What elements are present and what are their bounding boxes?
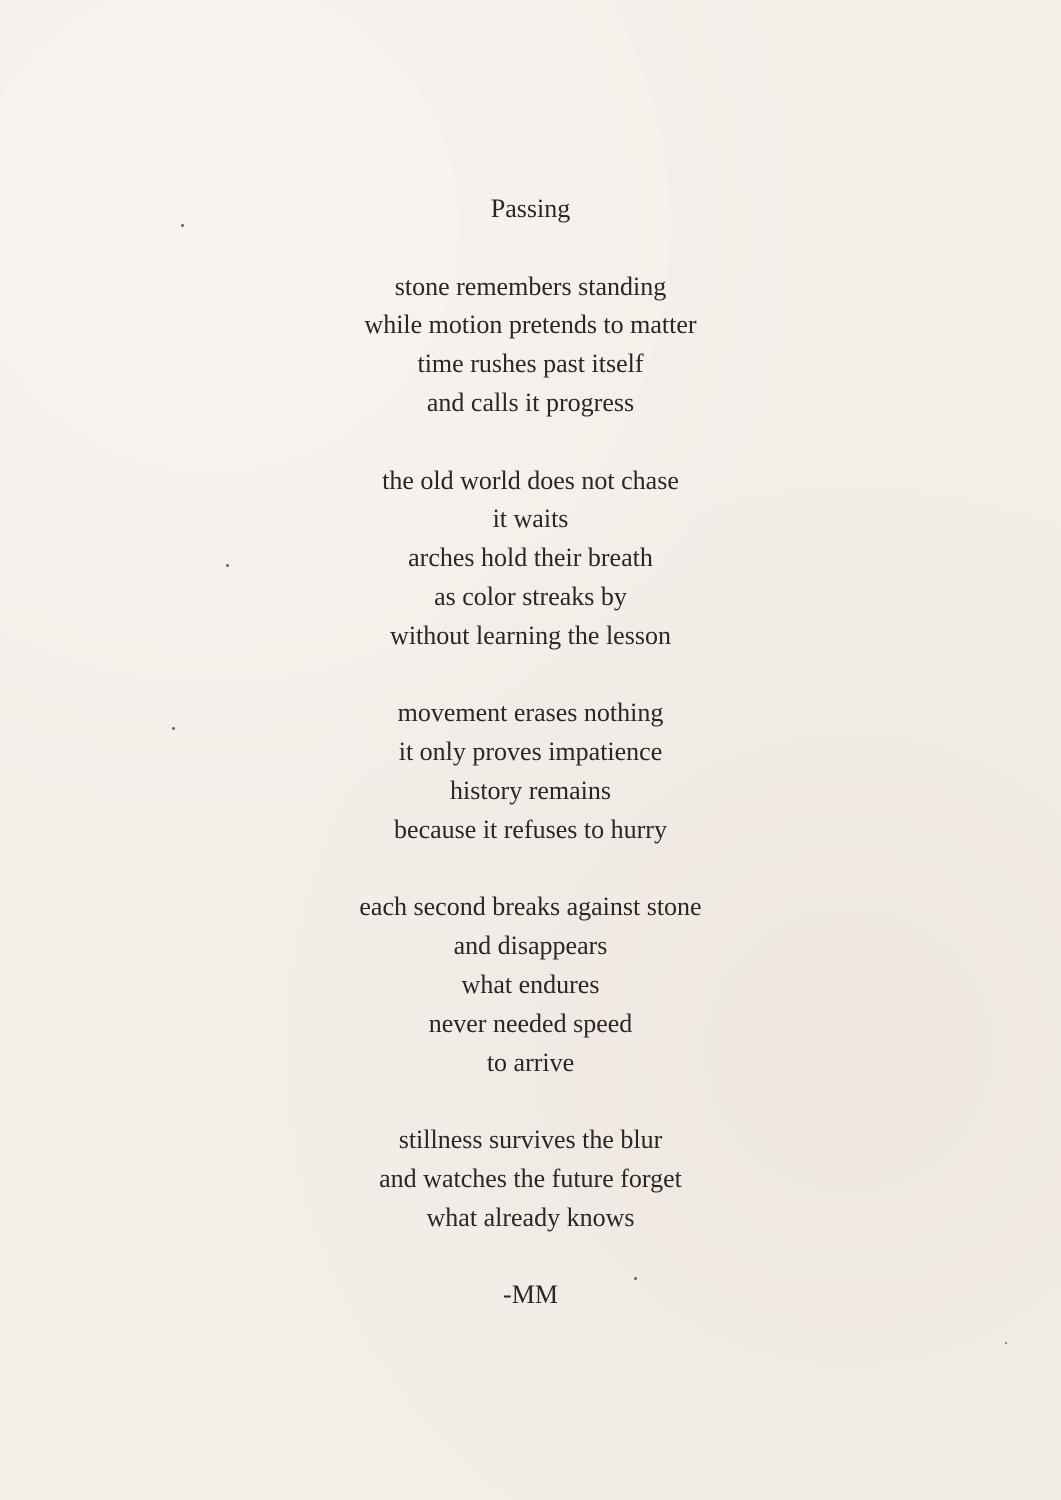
stanza-3 [0, 694, 1061, 849]
stanza-2 [0, 462, 1061, 656]
poem-line: never needed speed [428, 1008, 633, 1038]
stanza-5 [0, 1121, 1061, 1237]
poem-line: and disappears [453, 931, 608, 961]
stanza-1 [0, 268, 1061, 423]
poem-line: arches hold their breath [408, 543, 653, 573]
poem-line: while motion pretends to matter [364, 310, 697, 340]
poem-line: stillness survives the blur [398, 1125, 663, 1155]
poem-line: because it refuses to hurry [394, 814, 667, 844]
poem-line: each second breaks against stone [359, 892, 702, 922]
stanza-gap [0, 1238, 1061, 1277]
poem [0, 190, 1061, 1315]
poem-line: to arrive [486, 1047, 575, 1077]
poem-line: it only proves impatience [398, 737, 663, 767]
stanza-4 [0, 888, 1061, 1082]
stanza-gap [0, 423, 1061, 462]
poem-line: time rushes past itself [417, 349, 644, 379]
poem-line: the old world does not chase [382, 465, 679, 495]
poem-line: and watches the future forget [379, 1163, 682, 1193]
poem-title: Passing [490, 194, 571, 223]
poem-line: stone remembers standing [394, 271, 667, 301]
poem-line: history remains [449, 775, 612, 805]
paper-fleck [1005, 1342, 1007, 1344]
poem-line: what already knows [426, 1202, 635, 1232]
poem-line: it waits [492, 504, 569, 534]
poem-line: movement erases nothing [397, 698, 664, 728]
stanza-gap [0, 656, 1061, 695]
stanza-gap [0, 1082, 1061, 1121]
stanza-gap [0, 229, 1061, 268]
poem-line: as color streaks by [434, 581, 627, 611]
poem-signature: -MM [503, 1280, 558, 1310]
poem-line: what endures [461, 969, 600, 999]
poem-line: without learning the lesson [390, 620, 671, 650]
stanza-gap [0, 850, 1061, 889]
poem-line: and calls it progress [426, 387, 635, 417]
